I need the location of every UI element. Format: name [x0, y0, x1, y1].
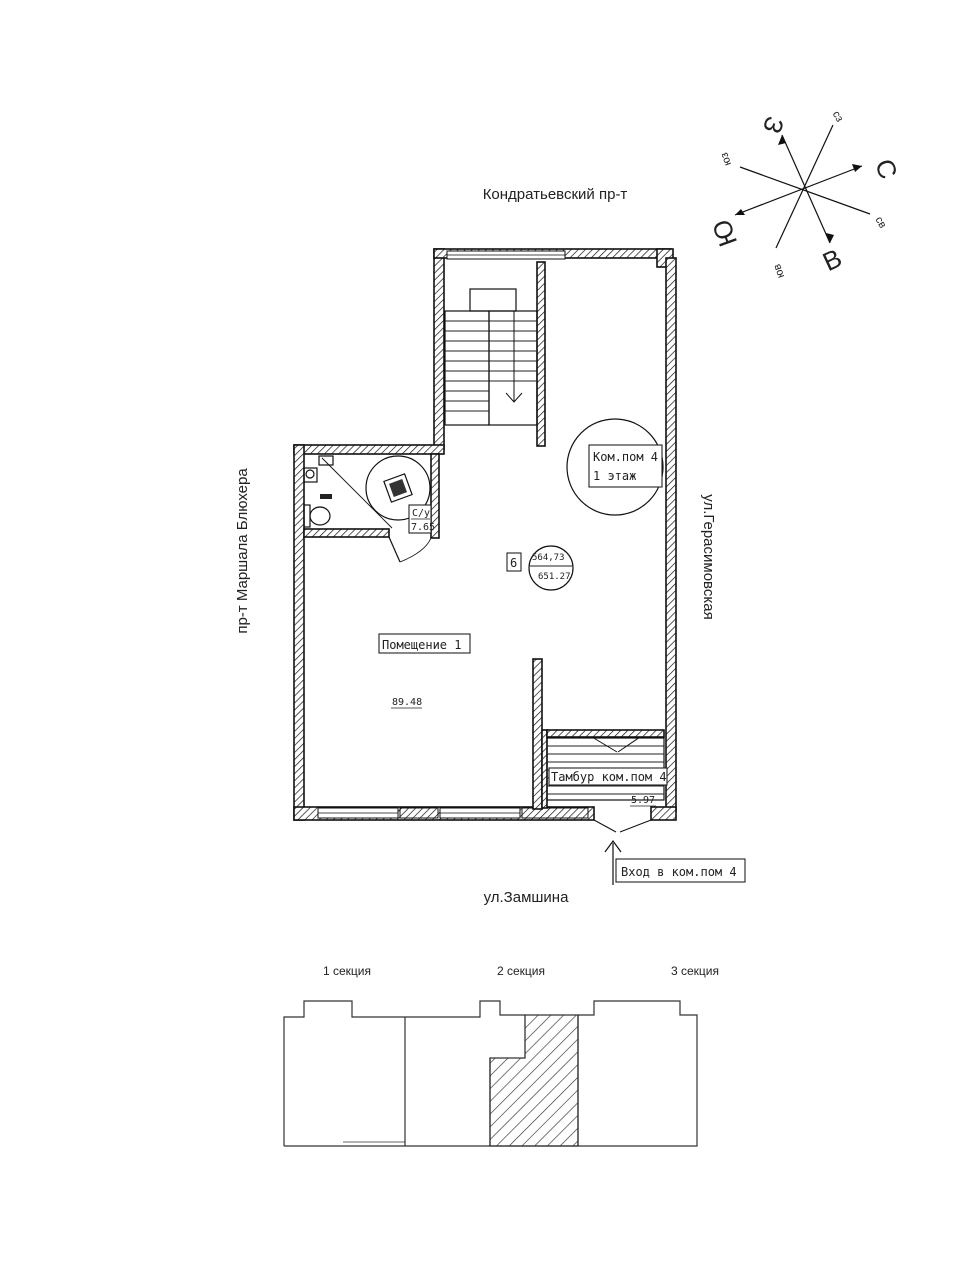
arrow-north-icon	[852, 164, 862, 172]
interior-walls	[304, 262, 547, 809]
unit-number: 6	[510, 556, 518, 570]
room-name: Помещение 1	[382, 638, 462, 652]
sink-icon	[306, 470, 314, 478]
towel-holder-icon	[320, 494, 332, 499]
compass-rose	[706, 109, 904, 280]
street-west-label: пр-т Маршала Блюхера	[234, 468, 251, 634]
restroom	[304, 456, 435, 562]
unit-marker	[507, 546, 573, 590]
section-2-label: 2 секция	[496, 964, 546, 978]
premise-callout	[567, 419, 663, 515]
vestibule-label: Тамбур ком.пом 4	[551, 770, 667, 784]
compass-sw-label: юз	[718, 150, 735, 168]
entrance-marker	[605, 841, 745, 885]
street-north-label: Кондратьевский пр-т	[482, 186, 628, 203]
compass-nw-label: сз	[829, 108, 846, 125]
compass-north-label: С	[869, 154, 904, 183]
restroom-label: С/у	[412, 508, 431, 519]
street-south-label: ул.Замшина	[483, 889, 569, 906]
compass-ne-label: св	[872, 214, 889, 231]
vestibule-area: 5.97	[631, 795, 656, 806]
premise-label: Ком.пом 4	[593, 450, 659, 464]
unit-area-bottom: 651.27	[538, 572, 571, 582]
room-area: 89.48	[392, 697, 423, 708]
street-east-label: ул.Герасимовская	[700, 494, 717, 620]
unit-area-top: 564,73	[532, 553, 565, 563]
compass-south-label: Ю	[705, 215, 744, 251]
compass-west-label: З	[756, 112, 791, 138]
compass-east-label: В	[817, 242, 847, 278]
section-key-plan	[284, 964, 719, 1146]
entrance-label: Вход в ком.пом 4	[621, 865, 737, 879]
restroom-area: 7.65	[411, 522, 436, 533]
floor-label: 1 этаж	[593, 469, 637, 483]
section-3-label: 3 секция	[670, 964, 720, 978]
section-2-highlight	[490, 1015, 578, 1146]
toilet-icon	[310, 507, 330, 525]
compass-se-label: юв	[771, 262, 788, 280]
faucet-icon	[319, 456, 333, 465]
staircase	[445, 289, 537, 425]
section-1-label: 1 секция	[322, 964, 372, 978]
